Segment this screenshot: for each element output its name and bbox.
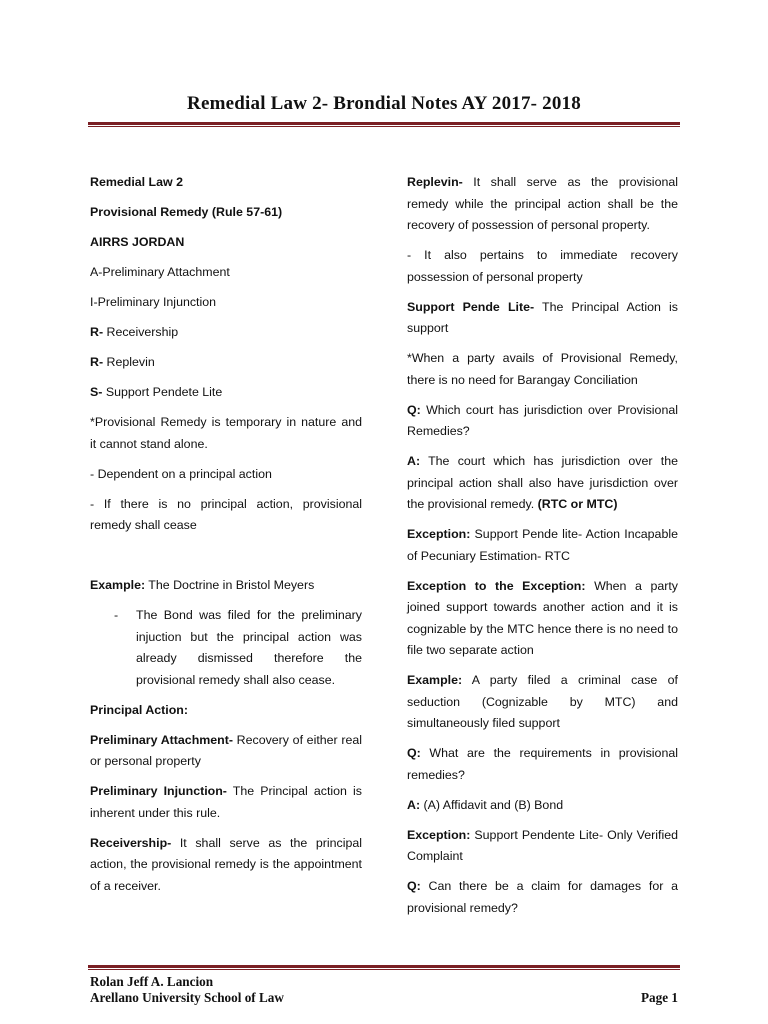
preliminary-attachment <box>90 730 362 773</box>
text: The court which has jurisdiction over the principal action shall also have jurisdiction over the provisional remedy. <box>407 454 678 511</box>
question-2 <box>407 743 678 786</box>
mnemonic-a: A-Preliminary Attachment <box>90 265 230 279</box>
label: Receivership- <box>90 835 172 850</box>
text: Which court has jurisdiction over Provisional Remedies? <box>407 402 678 438</box>
label: Preliminary Injunction- <box>90 784 227 798</box>
list-item <box>90 605 362 691</box>
footer-author: Rolan Jeff A. Lancion <box>90 974 214 989</box>
label: A: <box>407 454 421 468</box>
text: Support Pendente Lite- Only Verified Complaint <box>407 827 678 863</box>
course-name: Remedial Law 2 <box>90 175 183 189</box>
text: The Principal Action is support <box>407 299 678 335</box>
right-column <box>407 172 678 928</box>
mnemonic-r1 <box>90 322 362 344</box>
exception-to-exception <box>407 576 678 662</box>
mnemonic-s <box>90 382 362 404</box>
label: Q: <box>407 402 421 417</box>
preliminary-injunction <box>90 781 362 824</box>
label: Example: <box>90 578 146 592</box>
barangay-note: *When a party avails of Provisional Remedy, there is no need for Barangay Conciliation <box>407 351 678 387</box>
text: (A) Affidavit and (B) Bond <box>420 797 564 812</box>
label: Exception: <box>407 827 471 842</box>
text: What are the requirements in provisional remedies? <box>407 746 678 782</box>
label: Exception to the Exception: <box>407 578 586 593</box>
label: Q: <box>407 879 421 893</box>
text: It shall serve as the provisional remedy while the principal action shall be the recovery of possession of personal property. <box>407 175 678 232</box>
topic-heading: Provisional Remedy (Rule 57-61) <box>90 205 283 219</box>
text: Receivership <box>103 325 179 339</box>
label: Example: <box>407 673 463 687</box>
label: Replevin- <box>407 175 463 189</box>
support-pende-lite <box>407 297 678 340</box>
text: When a party joined support towards another action and it is cognizable by the MTC hence there is no need to file two separate action <box>407 578 678 657</box>
question-3 <box>407 876 678 919</box>
text: The Principal action is inherent under this rule. <box>90 784 362 820</box>
spacer <box>90 545 362 575</box>
text: Replevin <box>103 355 155 369</box>
note-cease: - If there is no principal action, provisional remedy shall cease <box>90 496 362 532</box>
page-number: Page 1 <box>641 990 678 1005</box>
exception-1 <box>407 524 678 567</box>
principal-action-heading: Principal Action: <box>90 702 188 717</box>
mnemonic: AIRRS JORDAN <box>90 235 185 249</box>
mnemonic-i: I-Preliminary Injunction <box>90 295 217 309</box>
text: Can there be a claim for damages for a provisional remedy? <box>407 879 678 915</box>
text: A party filed a criminal case of seduction (Cognizable by MTC) and simultaneously filed support <box>407 673 678 730</box>
label: Q: <box>407 746 421 760</box>
mnemonic-r2 <box>90 352 362 374</box>
label: R- <box>90 325 104 339</box>
question-1 <box>407 400 678 443</box>
receivership <box>90 833 362 898</box>
replevin-note: - It also pertains to immediate recovery possession of personal property <box>407 248 678 284</box>
text: Recovery of either real or personal property <box>90 732 363 768</box>
exception-3 <box>407 825 678 868</box>
text: Support Pende lite- Action Incapable of Pecuniary Estimation- RTC <box>407 527 678 563</box>
answer-1 <box>407 451 678 516</box>
example-2 <box>407 670 678 735</box>
note-dependent: - Dependent on a principal action <box>90 466 272 481</box>
text: The Doctrine in Bristol Meyers <box>145 578 315 592</box>
label: S- <box>90 385 103 399</box>
emphasis: (RTC or MTC) <box>537 497 618 511</box>
answer-2 <box>407 795 678 817</box>
label: Support Pende Lite- <box>407 299 535 314</box>
left-column <box>90 172 362 906</box>
label: Exception: <box>407 527 471 541</box>
text: It shall serve as the principal action, the provisional remedy is the appointment of a receiver. <box>90 835 362 893</box>
note-temporary: *Provisional Remedy is temporary in nature and it cannot stand alone. <box>90 415 362 451</box>
footer-school: Arellano University School of Law <box>90 990 284 1005</box>
example <box>90 575 362 597</box>
label: R- <box>90 355 104 369</box>
text: Support Pendete Lite <box>102 385 223 399</box>
page-title: Remedial Law 2- Brondial Notes AY 2017- 2018 <box>187 93 581 114</box>
replevin <box>407 172 678 237</box>
header-rule <box>88 122 680 127</box>
footer-rule <box>88 965 680 970</box>
bullet-text: The Bond was filed for the preliminary injuction but the principal action was already dismissed therefore the provisional remedy shall also cease. <box>136 608 362 687</box>
bullet-dash: - <box>114 608 119 622</box>
label: Preliminary Attachment- <box>90 732 233 747</box>
label: A: <box>407 797 421 812</box>
